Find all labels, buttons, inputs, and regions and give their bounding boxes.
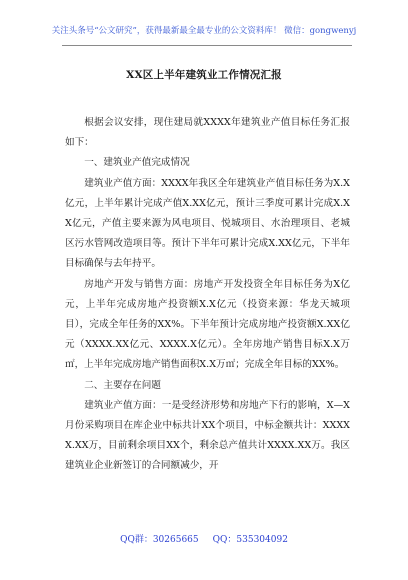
header-divider xyxy=(62,45,352,46)
footer-contact xyxy=(0,534,408,546)
paragraph-problems: 建筑业产值方面：一是受经济形势和房地产下行的影响，X—X月份采购项目在库企业中标共计XX个项目，中标金额共计：XXXXX.XX万，目前剩余项目XX个，剩余总产值共计XXXX.XX万。我区建筑业企业新签订的合同额减少，开 xyxy=(65,399,350,472)
paragraph-intro: 根据会议安排，现住建局就XXXX年建筑业产值目标任务汇报如下： xyxy=(65,117,350,149)
document-title: XX区上半年建筑业工作情况汇报 xyxy=(126,69,282,81)
section-heading-1: 一、建筑业产值完成情况 xyxy=(84,157,190,169)
paragraph-construction-output: 建筑业产值方面：XXXX年我区全年建筑业产值目标任务为X.X亿元，上半年累计完成产值X.XX亿元，预计三季度可累计完成X.XX亿元，产值主要来源为风电项目、悦城项目、水治理项目、老城区污水管网改造项目等。预计下半年可累计完成X.XX亿元，下半年目标确保与去年持平。 xyxy=(65,177,350,270)
paragraph-real-estate: 房地产开发与销售方面：房地产开发投资全年目标任务为X亿元，上半年完成房地产投资额X.X亿元（投资来源：华龙天城项目），完成全年任务的XX%。下半年预计完成房地产投资额X.XX亿元（XXXX.XX亿元、XXXX.X亿元）。全年房地产销售目标X.X万㎡，上半年完成房地产销售面积X.X万㎡；完成全年目标的XX%。 xyxy=(65,278,350,371)
header-banner xyxy=(0,25,408,37)
section-heading-2: 二、主要存在问题 xyxy=(84,379,161,391)
header-banner-text: 关注头条号“公文研究”，获得最新最全最专业的公文资料库！ 微信：gongwenyj xyxy=(51,26,357,36)
footer-qq-group: QQ群：30265665 xyxy=(120,535,199,545)
footer-qq-number: QQ：535304092 xyxy=(212,535,288,545)
document-body xyxy=(65,113,350,477)
